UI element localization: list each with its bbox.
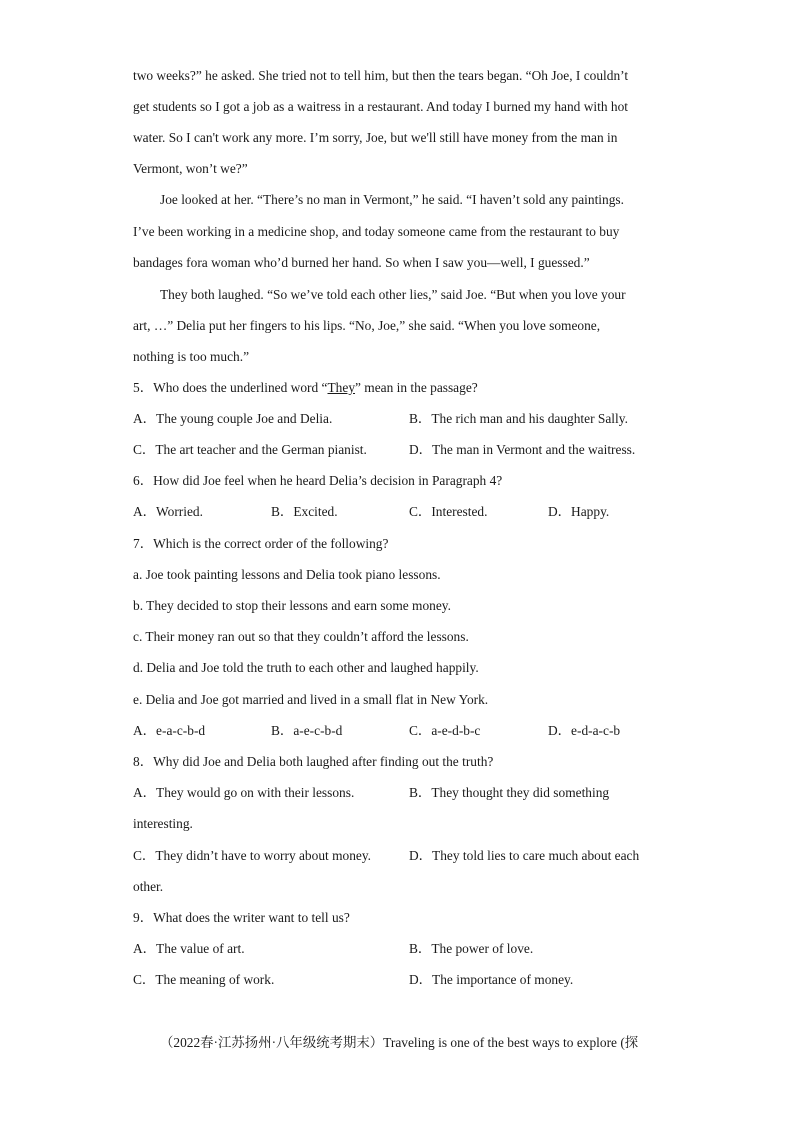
q8-option-b: B．They thought they did something: [409, 785, 610, 800]
question-9-stem: 9．What does the writer want to tell us?: [133, 910, 350, 925]
q5-option-b: B．The rich man and his daughter Sally.: [409, 411, 628, 426]
question-7-stem: 7．Which is the correct order of the following?: [133, 536, 389, 551]
q7-item: d. Delia and Joe told the truth to each other and laughed happily.: [133, 660, 479, 675]
q8-option-c: C．They didn’t have to worry about money.: [133, 848, 372, 863]
q5-option-d: D．The man in Vermont and the waitress.: [409, 442, 636, 457]
passage-line: water. So I can't work any more. I’m sorry, Joe, but we'll still have money from the man in: [133, 130, 618, 145]
q7-item: c. Their money ran out so that they couldn’t afford the lessons.: [133, 629, 469, 644]
passage-line: two weeks?” he asked. She tried not to tell him, but then the tears began. “Oh Joe, I couldn’t: [133, 68, 629, 83]
q7-item: e. Delia and Joe got married and lived in a small flat in New York.: [133, 692, 489, 707]
passage-line: art, …” Delia put her fingers to his lips. “No, Joe,” she said. “When you love someone,: [133, 318, 601, 333]
passage-line: bandages fora woman who’d burned her hand. So when I saw you—well, I guessed.”: [133, 255, 590, 270]
q5-stem-post: ” mean in the passage?: [355, 380, 478, 395]
q7-option-c: C．a-e-d-b-c: [409, 723, 481, 738]
q7-item: a. Joe took painting lessons and Delia took piano lessons.: [133, 567, 441, 582]
question-6-stem: 6．How did Joe feel when he heard Delia’s decision in Paragraph 4?: [133, 473, 503, 488]
question-5-stem: [133, 379, 478, 397]
passage-line: They both laughed. “So we’ve told each other lies,” said Joe. “But when you love your: [160, 287, 626, 302]
q8-option-b-cont: interesting.: [133, 816, 193, 831]
q8-option-a: A．They would go on with their lessons.: [133, 785, 355, 800]
passage-line: Vermont, won’t we?”: [133, 161, 248, 176]
passage-line: nothing is too much.”: [133, 349, 250, 364]
q7-option-a: A．e-a-c-b-d: [133, 723, 206, 738]
q7-option-d: D．e-d-a-c-b: [548, 723, 621, 738]
q6-option-a: A．Worried.: [133, 504, 203, 519]
question-8-stem: 8．Why did Joe and Delia both laughed after finding out the truth?: [133, 754, 494, 769]
q7-item: b. They decided to stop their lessons and earn some money.: [133, 598, 451, 613]
q9-option-b: B．The power of love.: [409, 941, 534, 956]
next-passage-source: （2022春·江苏扬州·八年级统考期末）Traveling is one of the best ways to explore (探: [160, 1035, 639, 1050]
q6-option-b: B．Excited.: [271, 504, 338, 519]
q8-option-d-cont: other.: [133, 879, 164, 894]
passage-line: Joe looked at her. “There’s no man in Vermont,” he said. “I haven’t sold any paintings.: [160, 192, 624, 207]
q9-option-a: A．The value of art.: [133, 941, 245, 956]
q5-option-a: A．The young couple Joe and Delia.: [133, 411, 333, 426]
underlined-word: They: [327, 380, 356, 395]
q5-stem-pre: 5．Who does the underlined word “: [133, 380, 328, 395]
q9-option-c: C．The meaning of work.: [133, 972, 275, 987]
q6-option-c: C．Interested.: [409, 504, 488, 519]
q9-option-d: D．The importance of money.: [409, 972, 574, 987]
q7-option-b: B．a-e-c-b-d: [271, 723, 343, 738]
q5-option-c: C．The art teacher and the German pianist.: [133, 442, 367, 457]
q6-option-d: D．Happy.: [548, 504, 610, 519]
passage-line: get students so I got a job as a waitress in a restaurant. And today I burned my hand with hot: [133, 99, 628, 114]
passage-line: I’ve been working in a medicine shop, and today someone came from the restaurant to buy: [133, 224, 620, 239]
q8-option-d: D．They told lies to care much about each: [409, 848, 640, 863]
